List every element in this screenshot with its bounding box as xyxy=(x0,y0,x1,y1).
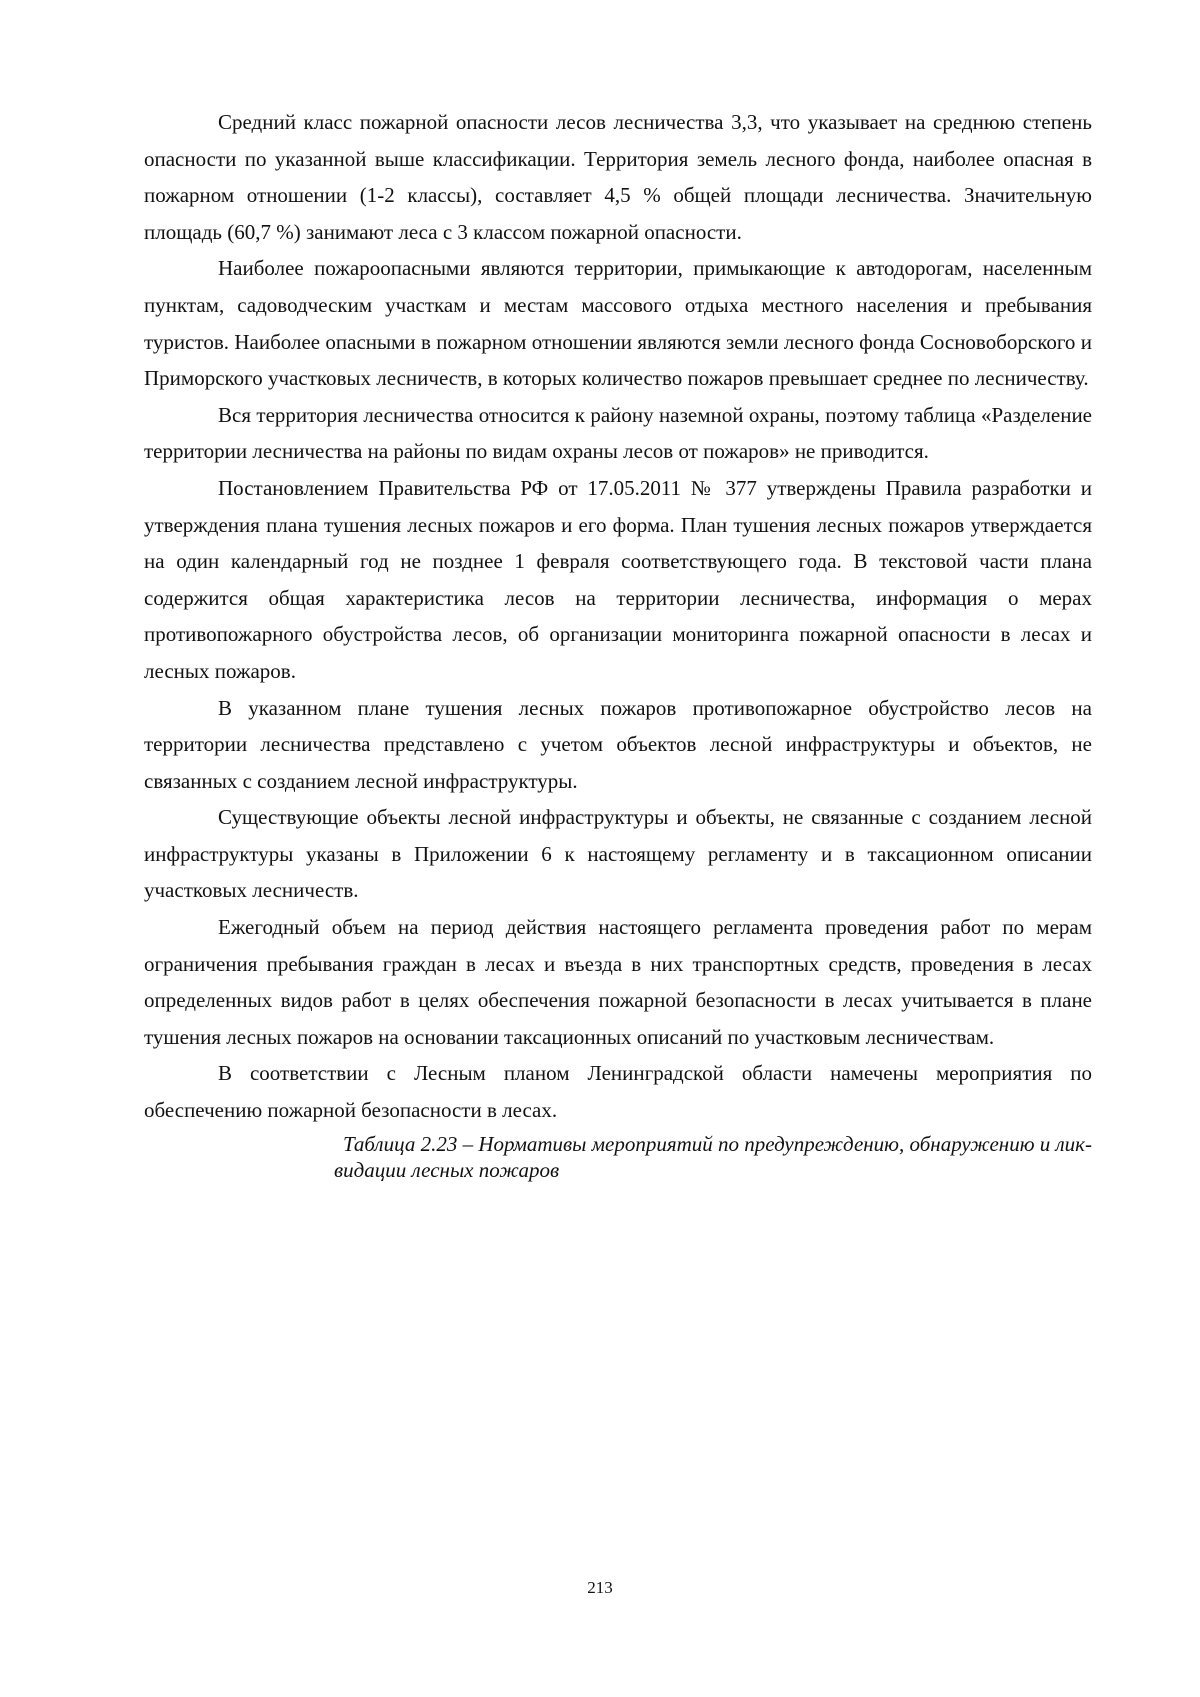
paragraph-fire-hazard-territories: Наиболее пожароопасными являются территории, примыкающие к автодорогам, населенным пунктам, садоводческим участкам и местам массового отдыха местного населения и пребывания туристов. Наиболее опасными в пожарном отношении являются земли лесного фонда Сосновоборского и Приморского участковых лесничеств, в которых количество пожаров превышает среднее по лесничеству. xyxy=(144,256,1092,391)
paragraph-existing-infrastructure: Существующие объекты лесной инфраструктуры и объекты, не связанные с созданием лесной инфраструктуры указаны в Приложении 6 к настоящему регламенту и в таксационном описании участковых лесничеств. xyxy=(144,805,1092,903)
table-caption xyxy=(144,1131,1092,1183)
table-caption-line2: видации лесных пожаров xyxy=(334,1157,560,1182)
page-number: 213 xyxy=(587,1578,613,1597)
paragraph-fire-danger-class: Средний класс пожарной опасности лесов лесничества 3,3, что указывает на среднюю степень опасности по указанной выше классификации. Территория земель лесного фонда, наиболее опасная в пожарном отношении (1-2 классы), составляет 4,5 % общей площади лесничества. Значительную площадь (60,7 %) занимают леса с 3 классом пожарной опасности. xyxy=(144,110,1092,244)
paragraph-ground-protection: Вся территория лесничества относится к району наземной охраны, поэтому таблица «Разделение территории лесничества на районы по видам охраны лесов от пожаров» не приводится. xyxy=(144,402,1092,464)
document-page xyxy=(144,104,1092,1183)
table-caption-line1: Таблица 2.23 – Нормативы мероприятий по предупреждению, обнаружению и лик- xyxy=(342,1131,1092,1156)
paragraph-fire-plan-infrastructure: В указанном плане тушения лесных пожаров противопожарное обустройство лесов на территории лесничества представлено с учетом объектов лесной инфраструктуры и объектов, не связанных с созданием лесной инфраструктуры. xyxy=(144,695,1092,793)
paragraph-forest-plan-measures: В соответствии с Лесным планом Ленинградской области намечены мероприятия по обеспечению пожарной безопасности в лесах. xyxy=(144,1061,1092,1123)
paragraph-annual-volume: Ежегодный объем на период действия настоящего регламента проведения работ по мерам ограничения пребывания граждан в лесах и въезда в них транспортных средств, проведения в лесах определенных видов работ в целях обеспечения пожарной безопасности в лесах учитывается в плане тушения лесных пожаров на основании таксационных описаний по участковым лесничествам. xyxy=(144,915,1092,1049)
paragraph-government-resolution: Постановлением Правительства РФ от 17.05.2011 № 377 утверждены Правила разработки и утверждения плана тушения лесных пожаров и его форма. План тушения лесных пожаров утверждается на один календарный год не позднее 1 февраля соответствующего года. В текстовой части плана содержится общая характеристика лесов на территории лесничества, информация о мерах противопожарного обустройства лесов, об организации мониторинга пожарной опасности в лесах и лесных пожаров. xyxy=(144,475,1092,683)
